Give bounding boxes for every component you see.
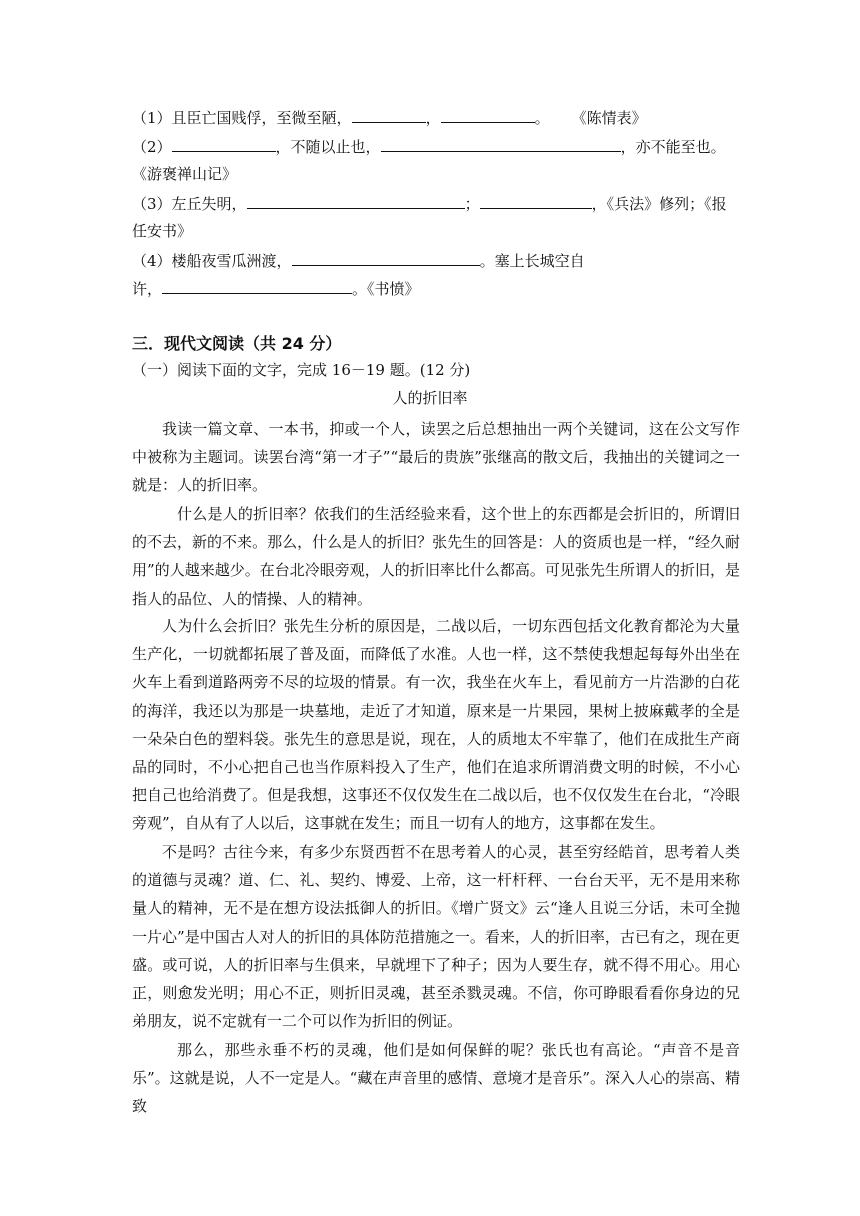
q2-number: （2） [132,138,172,156]
q2-blank-1[interactable] [172,136,276,152]
fill-in-q4 [132,250,585,271]
q4-blank-2[interactable] [162,278,352,294]
q2-source: 《游褒禅山记》 [132,165,238,183]
fill-in-q1 [132,107,647,128]
q3-number: （3） [132,195,172,213]
q2-end: ，亦不能至也。 [620,138,726,156]
q4-blank-1[interactable] [292,250,480,266]
q4-text: 楼船夜雪瓜洲渡， [171,252,292,270]
q1-source: 《陈情表》 [571,109,647,127]
q2-blank-2[interactable] [381,136,621,152]
q3-blank-2[interactable] [480,193,592,209]
q1-blank-1[interactable] [352,107,426,123]
q3-sep: ； [464,195,480,213]
q1-end: 。 [534,109,550,127]
q3-text: 左丘失明， [171,195,247,213]
q4-number: （4） [132,252,172,270]
q4-cont: 许， [132,280,163,298]
q2-mid: ，不随以止也， [275,138,381,156]
paragraph-1: 我读一篇文章、一本书，抑或一个人，读罢之后总想抽出一两个关键词，这在公文写作中被称为主题词。读罢台湾“第一才子”“最后的贵族”张继高的散文后，我抽出的关键词之一就是：人的折旧率。 [132,420,740,495]
fill-in-q4-cont [132,278,420,299]
q3-source-cont: 任安书》 [132,222,193,240]
fill-in-q3 [132,193,727,214]
q1-text: 且臣亡国贱俘，至微至陋， [171,109,352,127]
paragraph-2: 什么是人的折旧率？依我们的生活经验来看，这个世上的东西都是会折旧的，所谓旧的不去，新的不来。那么，什么是人的折旧？张先生的回答是：人的资质也是一样，“经久耐用”的人越来越少。在台北冷眼旁观，人的折旧率比什么都高。可见张先生所谓人的折旧，是指人的品位、人的情操、人的精神。 [132,505,740,608]
q1-sep: ， [425,109,441,127]
q3-blank-1[interactable] [247,193,465,209]
section-heading: 三．现代文阅读（共 24 分） [132,334,342,353]
q3-end: ，《兵法》修列；《报 [591,195,727,213]
paragraph-4: 不是吗？古往今来，有多少东贤西哲不在思考着人的心灵，甚至穷经皓首，思考着人类的道德与灵魂？道、仁、礼、契约、博爱、上帝，这一杆杆秤、一台台天平，无不是用来称量人的精神，无不是在想方设法抵御人的折旧。《增广贤文》云“逢人且说三分话，未可全抛一片心”是中国古人对人的折旧的具体防范措施之一。看来，人的折旧率，古已有之，现在更盛。或可说，人的折旧率与生俱来，早就埋下了种子；因为人要生存，就不得不用心。用心正，则愈发光明；用心不正，则折旧灵魂，甚至杀戮灵魂。不信，你可睁眼看看你身边的兄弟朋友，说不定就有一二个可以作为折旧的例证。 [132,843,740,1031]
paragraph-5: 那么，那些永垂不朽的灵魂，他们是如何保鲜的呢？张氏也有高论。“声音不是音乐”。这就是说，人不一定是人。“藏在声音里的感情、意境才是音乐”。深入人心的崇高、精致 [132,1041,741,1116]
paragraph-3: 人为什么会折旧？张先生分析的原因是，二战以后，一切东西包括文化教育都沦为大量生产化，一切就都拓展了普及面，而降低了水准。人也一样，这不禁使我想起每每外出坐在火车上看到道路两旁不尽的垃圾的情景。有一次，我坐在火车上，看见前方一片浩渺的白花的海洋，我还以为那是一块墓地，走近了才知道，原来是一片果园，果树上披麻戴孝的全是一朵朵白色的塑料袋。张先生的意思是说，现在，人的质地太不牢靠了，他们在成批生产商品的同时，不小心把自己也当作原料投入了生产，他们在追求所谓消费文明的时候，不小心把自己也给消费了。但是我想，这事还不仅仅发生在二战以后，也不仅仅发生在台北，“冷眼旁观”，自从有了人以后，这事就在发生；而且一切有人的地方，这事都在发生。 [132,617,740,833]
article-title: 人的折旧率 [392,389,468,407]
q4-end: 。塞上长城空自 [479,252,585,270]
section-sub: （一）阅读下面的文字，完成 16－19 题。(12 分) [132,361,471,379]
q4-end2: 。《书愤》 [352,280,420,298]
q1-blank-2[interactable] [441,107,535,123]
q1-number: （1） [132,109,172,127]
fill-in-q2 [132,136,726,157]
